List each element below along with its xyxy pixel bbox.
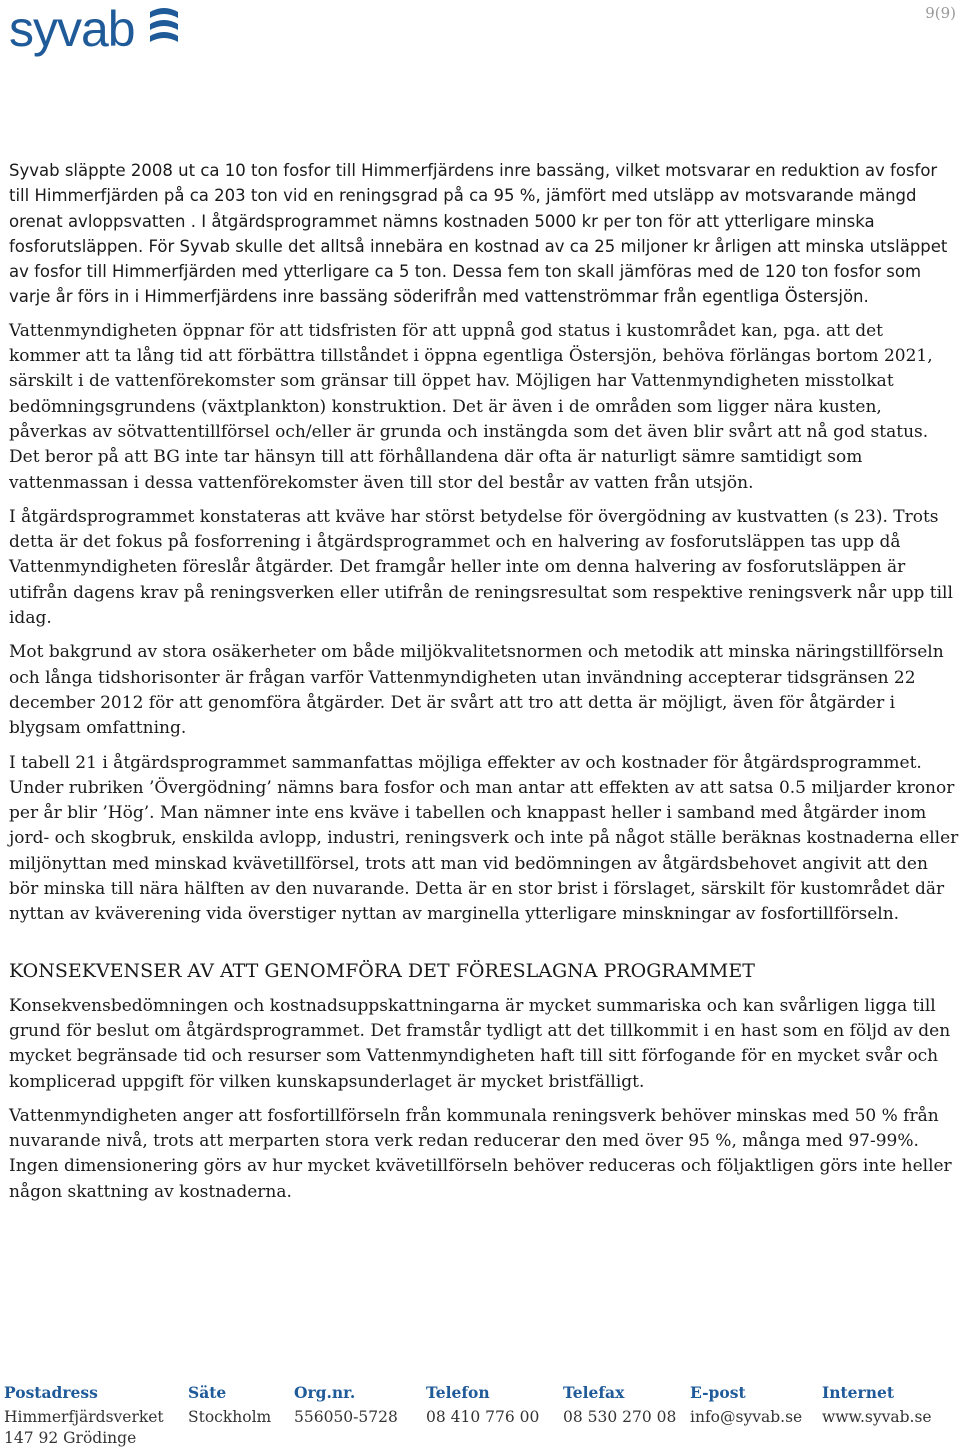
- paragraph: Vattenmyndigheten öppnar för att tidsfristen för att uppnå god status i kustområdet kan, pga. att det kommer att ta lång tid att förbättra tillståndet i öppna egentliga Östersjön, behöva förlängas bortom 2021, särskilt i de vattenförekomster som gränsar till öppet hav. Möjligen har Vattenmyndigheten misstolkat bedömningsgrundens (växtplankton) konstruktion. Det är även i de områden som ligger nära kusten, påverkas av sötvattentillförsel och/eller är grunda och instängda som det även blir svårt att nå god status. Det beror på att BG inte tar hänsyn till att förhållandena där ofta är naturligt sämre samtidigt som vattenmassan i dessa vattenförekomster även till stor del består av vatten från utsjön.: [9, 320, 933, 493]
- contact-table: [4, 1383, 952, 1449]
- telefax-value: 08 530 270 08: [563, 1408, 677, 1426]
- orgnr-label: Org.nr.: [294, 1383, 356, 1402]
- document-body: [9, 158, 959, 1214]
- paragraph: I tabell 21 i åtgärdsprogrammet sammanfattas möjliga effekter av och kostnader för åtgärdsprogrammet. Under rubriken ’Övergödning’ nämns bara fosfor och man antar att effekten av att satsa 0.5 miljarder kronor per år blir ’Hög’. Man nämner inte ens kväve i tabellen och knappast heller i samband med åtgärder inom jord- och skogbruk, enskilda avlopp, industri, reningsverk och inte på något ställe beräknas kostnaderna eller miljönyttan med minskad kvävetillförsel, trots att man vid bedömningen av åtgärdsbehovet angivit att den bör minska till nära hälften av den nuvarande. Detta är en stor brist i förslaget, särskilt för kustområdet där nyttan av kväverening vida överstiger nyttan av marginella ytterligare minskningar av fosfortillförseln.: [9, 752, 959, 925]
- epost-label: E-post: [690, 1383, 746, 1402]
- postadress-line2: 147 92 Grödinge: [4, 1429, 137, 1447]
- paragraph: Syvab släppte 2008 ut ca 10 ton fosfor till Himmerfjärdens inre bassäng, vilket motsvarar en reduktion av fosfor till Himmerfjärden på ca 203 ton vid en reningsgrad på ca 95 %, jämfört med utsläpp av motsvarande mängd orenat avloppsvatten . I åtgärdsprogrammet nämns kostnaden 5000 kr per ton för att ytterligare minska fosforutsläppen. För Syvab skulle det alltså innebära en kostnad av ca 25 miljoner kr årligen att minska utsläppet av fosfor till Himmerfjärden med ytterligare ca 5 ton. Dessa fem ton skall jämföras med de 120 ton fosfor som varje år förs in i Himmerfjärdens inre bassäng söderifrån med vattenströmmar från egentliga Östersjön.: [9, 161, 948, 307]
- postadress-label: Postadress: [4, 1383, 98, 1402]
- postadress-value: [4, 1407, 188, 1449]
- sate-label: Säte: [188, 1383, 227, 1402]
- logo-wordmark: syvab: [9, 1, 135, 57]
- postadress-line1: Himmerfjärdsverket: [4, 1408, 164, 1426]
- paragraph: Mot bakgrund av stora osäkerheter om både miljökvalitetsnormen och metodik att minska näringstillförseln och långa tidshorisonter är frågan varför Vattenmyndigheten utan invändning accepterar tidsgränsen 22 december 2012 för att genomföra åtgärder. Det är svårt att tro att detta är möjligt, även för åtgärder i blygsam omfattning.: [9, 642, 944, 739]
- sate-value: Stockholm: [188, 1408, 272, 1426]
- telefon-value: 08 410 776 00: [426, 1408, 540, 1426]
- page-footer: [4, 1383, 956, 1449]
- orgnr-value: 556050-5728: [294, 1408, 398, 1426]
- paragraph: Vattenmyndigheten anger att fosfortillförseln från kommunala reningsverk behöver minskas med 50 % från nuvarande nivå, trots att merparten stora verk redan reducerar den med över 95 %, många med 97-99%. Ingen dimensionering görs av hur mycket kvävetillförseln behöver reduceras och följaktligen görs inte heller någon skattning av kostnaderna.: [9, 1105, 952, 1202]
- telefon-label: Telefon: [426, 1383, 490, 1402]
- paragraph: I åtgärdsprogrammet konstateras att kväve har störst betydelse för övergödning av kustvatten (s 23). Trots detta är det fokus på fosforrening i åtgärdsprogrammet och en halvering av fosforutsläppen tas upp då Vattenmyndigheten föreslår åtgärder. Det framgår heller inte om denna halvering av fosforutsläppen är utifrån dagens krav på reningsverken eller utifrån de reningsresultat som respektive reningsverk når upp till idag.: [9, 506, 953, 629]
- telefax-label: Telefax: [563, 1383, 625, 1402]
- website-link[interactable]: www.syvab.se: [822, 1408, 932, 1426]
- email-link[interactable]: info@syvab.se: [690, 1408, 803, 1426]
- waves-logo-icon: [146, 6, 182, 56]
- internet-label: Internet: [822, 1383, 894, 1402]
- page-number: 9(9): [925, 4, 956, 22]
- syvab-logo: [9, 2, 182, 56]
- paragraph: Konsekvensbedömningen och kostnadsuppskattningarna är mycket summariska och kan svårligen ligga till grund för beslut om åtgärdsprogrammet. Det framstår tydligt att det tillkommit i en hast som en följd av den mycket begränsade tid och resurser som Vattenmyndigheten haft till sitt förfogande för en mycket svår och komplicerad uppgift för vilken kunskapsunderlaget är mycket bristfälligt.: [9, 995, 951, 1092]
- section-heading: KONSEKVENSER AV ATT GENOMFÖRA DET FÖRESLAGNA PROGRAMMET: [9, 959, 755, 982]
